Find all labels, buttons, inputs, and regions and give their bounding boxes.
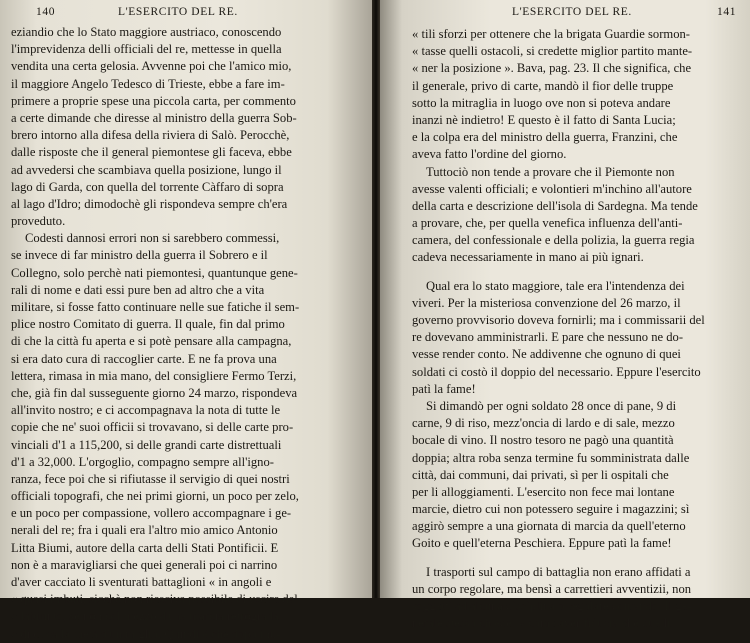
text-line: d'aver cacciato li sventurati battaglioni « in angoli e <box>11 575 272 589</box>
text-line: « labirinto, se non col mezzo d'una marcia retrograda <box>11 609 279 624</box>
page-number-right: 141 <box>717 6 737 18</box>
text-line: se invece di far ministro della guerra il Sobrero e il <box>11 248 268 263</box>
text-line: camera, del confessionale e della polizia, la guerra regia <box>412 233 695 248</box>
text-line: « quasi imbuti, sicchè non riesciva possibile di uscire dal <box>11 592 298 607</box>
page-number-left: 140 <box>36 6 56 18</box>
paragraph-gap <box>412 553 746 564</box>
text-line: viveri. Per la misteriosa convenzione del 26 marzo, il <box>412 295 681 310</box>
text-line: aveva fatto l'ordine del giorno. <box>412 147 567 162</box>
text-line: avesse valenti officiali; e volontieri m'inchino all'autore <box>412 181 692 196</box>
text-line: I trasporti sul campo di battaglia non erano affidati a <box>426 564 691 579</box>
text-line: bocale di vino. Il nostro tesoro ne pagò una quantità <box>412 433 674 448</box>
text-line: il maggiore Angelo Tedesco di Trieste, ebbe a fare im- <box>11 76 285 91</box>
text-line: Goito e quell'eterna Peschiera. Eppure patì la fame! <box>412 536 672 551</box>
right-page-text <box>412 26 746 632</box>
text-line: lago di Garda, con quella del torrente Càffaro di sopra <box>11 179 284 194</box>
text-line: proveduto. <box>11 214 66 229</box>
running-head-left: L'ESERCITO DEL RE. <box>118 6 238 18</box>
text-line: nerale stesso chiede: « come aver fiducia che quelli <box>412 616 671 631</box>
text-line: all'invito nostro; e ci accompagnava la nota di tutte le <box>11 403 281 418</box>
text-line: dalle risposte che il general piemontese gli faceva, ebbe <box>11 145 292 160</box>
text-line: patì la fame! <box>412 381 476 396</box>
left-page <box>0 0 372 641</box>
text-line: che, già fin dal susseguente giorno 24 marzo, rispondeva <box>11 385 298 400</box>
paragraph-gap <box>412 267 746 278</box>
text-line: re dovevano amministrarli. E pare che nessuno ne do- <box>412 330 684 345</box>
text-line: militare, si fosse fatto continuare nelle sue fatiche il sem- <box>11 300 300 314</box>
text-line: per li alloggiamenti. L'esercito non fece mai lontane <box>412 484 675 499</box>
text-line: carne, 9 di riso, mezz'oncia di lardo e di sale, mezzo <box>412 416 675 431</box>
text-line: Qual era lo stato maggiore, tale era l'intendenza dei <box>426 278 685 293</box>
text-line: un corpo regolare, ma bensì a carrettieri avventizii, non <box>412 581 692 596</box>
text-line: soldati ci costò il doppio del necessario. Eppure l'esercito <box>412 364 701 379</box>
text-line: doppia; altra roba senza termine fu somministrata dalle <box>412 450 690 465</box>
text-line: l'imprevidenza delli officiali del re, mettesse in quella <box>11 42 282 57</box>
text-line: Tuttociò non tende a provare che il Piemonte non <box>426 164 675 179</box>
text-line: « tili sforzi per ottenere che la brigata Guardie sormon- <box>412 27 691 41</box>
text-line: Codesti dannosi errori non si sarebbero commessi, <box>25 231 280 246</box>
text-line: nerali del re; fra i quali era l'altro mio amico Antonio <box>11 523 278 538</box>
text-line: e la colpa era del ministro della guerra, Franzini, che <box>412 130 678 145</box>
text-line: a certe dimande che diresse al ministro della guerra Sob- <box>11 110 297 125</box>
text-line: « ner la posizione ». Bava, pag. 23. Il che significa, che <box>412 61 692 76</box>
text-line: vinciali d'1 a 115,200, si delle grandi carte distrettuali <box>11 437 282 452</box>
text-line: vendita una certa gelosia. Avvenne poi che l'amico mio, <box>11 59 292 74</box>
text-line: copie che ne' suoi officii si trovavano, si delle carte pro- <box>11 420 294 435</box>
text-line: della carta e descrizione dell'isola di Sardegna. Ma tende <box>412 198 698 213</box>
text-line: d'1 a 32,000. L'orgoglio, compagno sempre all'igno- <box>11 454 274 469</box>
text-line: marcie, dietro cui non potessero seguire i magazzini; sì <box>412 502 690 517</box>
right-page <box>380 0 750 631</box>
left-page-text <box>11 24 351 643</box>
text-line: vesse render conto. Ne addivenne che ognuno di quei <box>412 347 681 362</box>
text-line: eziandio che lo Stato maggiore austriaco, conoscendo <box>11 25 282 39</box>
text-line: di che la città fu aperta e si potè pensare alla campagna, <box>11 334 292 349</box>
text-line: il generale, privo di carte, mandò il fior delle truppe <box>412 78 674 93</box>
text-line: governo provvisorio doveva fornirli; ma i commissarii del <box>412 313 705 327</box>
running-head-right: L'ESERCITO DEL RE. <box>512 6 632 18</box>
text-line: al lago d'Idro; dimodochè gli rispondeva sempre ch'era <box>11 196 288 211</box>
text-line: Si dimandò per ogni soldato 28 once di pane, 9 di <box>426 398 677 413</box>
text-line: Litta Biumi, autore della carta delli Stati Pontificii. E <box>11 540 279 555</box>
text-line: città, dai communi, dai privati, sì per li ospitali che <box>412 467 669 482</box>
text-line: non è a maravigliarsi che quei generali poi ci narrino <box>11 557 278 572</box>
text-line: aggirò sempre a una giornata di marcia da quell'eterno <box>412 519 686 534</box>
text-line: ad avvedersi che scambiava quella posizione, lungo il <box>11 162 282 177</box>
text-line: cadeva necessariamente in mano ai più ignari. <box>412 250 644 265</box>
text-line: Collegno, solo perchè nati piemontesi, quantunque gene- <box>11 265 298 280</box>
book-gutter <box>372 0 380 598</box>
text-line: sotto la mitraglia in luogo ove non si poteva andare <box>412 95 671 110</box>
text-line: a provare, che, per quella venefica influenza dell'anti- <box>412 216 683 231</box>
text-line: brero intorno alla difesa della riviera di Salò. Perocchè, <box>11 128 290 143</box>
text-line: « tasse quelli ostacoli, si credette miglior partito mante- <box>412 44 693 59</box>
text-line: plice nostro Comitato di guerra. Il quale, fin dal primo <box>11 317 285 332</box>
text-line: « di circa la metà d'un miglio. Quindi è che dopo inu- <box>11 626 281 641</box>
text-line: primere a proprie spese una piccola carta, per commento <box>11 93 296 108</box>
text-line: officiali topografi, che nei primi giorni, un poco per zelo, <box>11 489 299 504</box>
text-line: soggetti ad alcuna disciplina o regolare comando. Il ge- <box>412 599 692 613</box>
text-line: e un poco per compassione, vollero accompagnare i ge- <box>11 506 292 521</box>
text-line: si era dato cura di raccoglier carte. E ne fa prova una <box>11 351 277 366</box>
text-line: lettera, rimasa in mia mano, del consigliere Fermo Terzi, <box>11 368 297 383</box>
text-line: inanzi nè indietro! E questo è il fatto di Santa Lucia; <box>412 112 676 127</box>
text-line: ranza, fece poi che si rifiutasse il servigio di quei nostri <box>11 471 290 486</box>
text-line: rali di nome e dati essi pure ben ad altro che a vita <box>11 282 265 297</box>
